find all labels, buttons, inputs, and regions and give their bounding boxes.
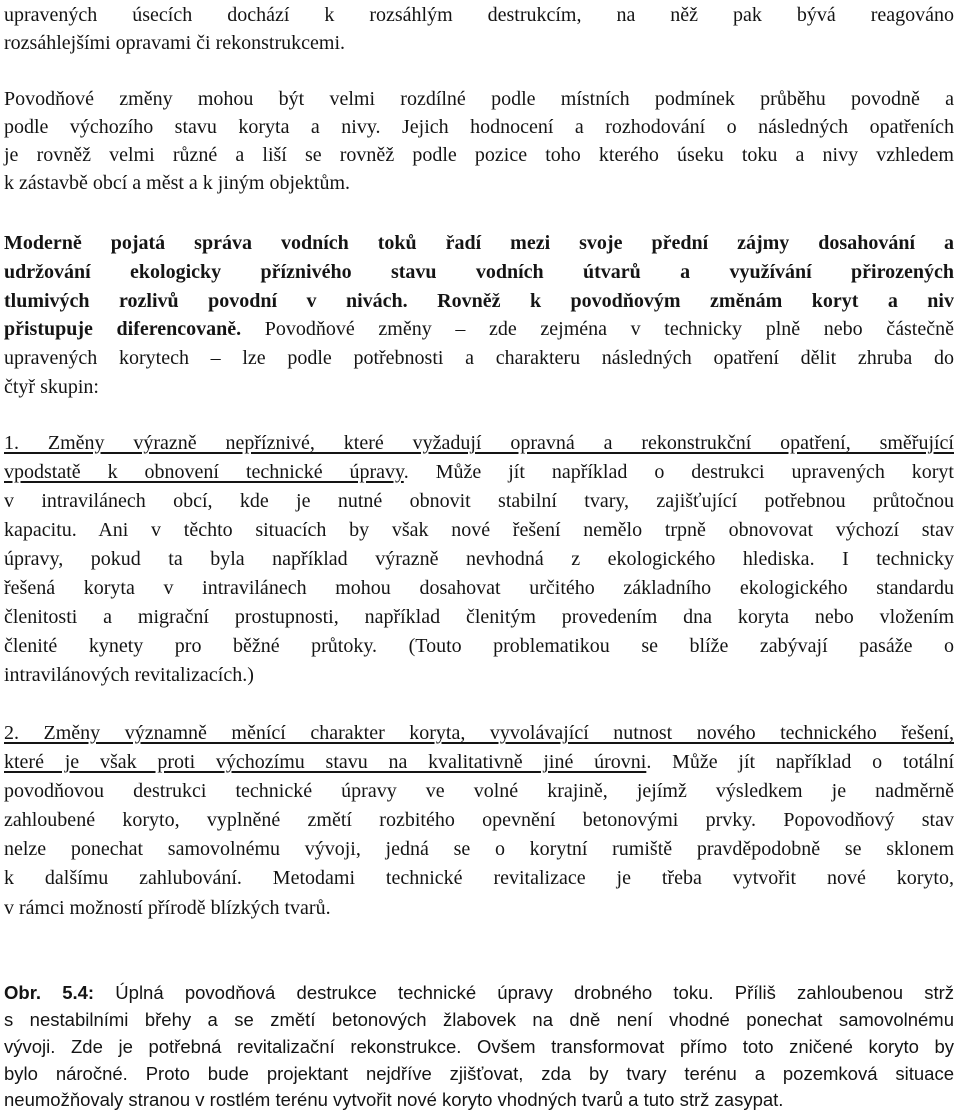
text-line: k dalšímu zahlubování. Metodami technické revitalizace je třeba vytvořit nové koryto,	[4, 867, 954, 889]
caption-line: neumožňovaly stranou v rostlém terénu vytvořit nové koryto vhodných tvarů a tuto strž zasypat.	[4, 1089, 784, 1110]
text-line: Moderně pojatá správa vodních toků řadí mezi svoje přední zájmy dosahování a	[4, 232, 954, 254]
figure-label: Obr. 5.4:	[4, 982, 95, 1003]
text-line: Povodňové změny mohou být velmi rozdílné podle místních podmínek průběhu povodně a	[4, 88, 954, 110]
text-line: v intravilánech obcí, kde je nutné obnovit stabilní tvary, zajišťující potřebnou průtočnou	[4, 490, 954, 512]
text-run: Úplná povodňová destrukce technické úpravy drobného toku. Příliš zahloubenou strž	[94, 982, 954, 1003]
text-line	[4, 314, 954, 344]
text-line: nelze ponechat samovolnému vývoji, jedná se o korytní rumiště pravděpodobně se sklonem	[4, 838, 954, 860]
caption-line: bylo náročné. Proto bude projektant nejdříve zjišťovat, zda by tvary terénu a pozemková situace	[4, 1063, 954, 1084]
group-1-heading-line: 1. Změny výrazně nepříznivé, které vyžadují opravná a rekonstrukční opatření, směřující	[4, 432, 954, 454]
text-run: . Může jít například o destrukci upravených koryt	[403, 461, 954, 483]
text-line: podle výchozího stavu koryta a nivy. Jejich hodnocení a rozhodování o následných opatřeních	[4, 116, 954, 138]
text-line: kapacitu. Ani v těchto situacích by však nové řešení nemělo trpně obnovovat výchozí stav	[4, 519, 954, 541]
text-line: upravených úsecích dochází k rozsáhlým destrukcím, na něž pak bývá reagováno	[4, 4, 954, 26]
text-line: úpravy, pokud ta byla například výrazně nevhodná z ekologického hlediska. I technicky	[4, 548, 954, 570]
bold-phrase: přistupuje diferencovaně.	[4, 318, 242, 340]
text-line: čtyř skupin:	[4, 376, 99, 398]
text-line: intravilánových revitalizacích.)	[4, 664, 254, 686]
text-line: udržování ekologicky příznivého stavu vodních útvarů a využívání přirozených	[4, 261, 954, 283]
text-run: Povodňové změny – zde zejména v technicky plně nebo částečně	[241, 318, 954, 340]
text-line: k zástavbě obcí a měst a k jiným objektům.	[4, 172, 351, 194]
text-run: . Může jít například o totální	[646, 751, 954, 773]
text-line	[4, 747, 954, 777]
text-line: členité kynety pro běžné průtoky. (Touto problematikou se blíže zabývají pasáže o	[4, 635, 954, 657]
caption-line: s nestabilními břehy a se změtí betonových žlabovek na dně není vhodné ponechat samovolnému	[4, 1009, 954, 1030]
text-line: členitosti a migrační prostupnosti, například členitým provedením dna koryta nebo vložením	[4, 606, 954, 628]
text-line: tlumivých rozlivů povodní v nivách. Rovněž k povodňovým změnám koryt a niv	[4, 290, 954, 312]
caption-line: vývoji. Zde je potřebná revitalizační rekonstrukce. Ovšem transformovat přímo toto zničené koryto by	[4, 1036, 954, 1057]
caption-line	[4, 978, 954, 1007]
text-line: upravených korytech – lze podle potřebnosti a charakteru následných opatření dělit zhruba do	[4, 347, 954, 369]
underlined-phrase: které je však proti výchozímu stavu na kvalitativně jiné úrovni	[4, 751, 647, 773]
group-2-heading-line: 2. Změny významně měnící charakter koryta, vyvolávající nutnost nového technického řešení,	[4, 722, 954, 744]
text-line: je rovněž velmi různé a liší se rovněž podle pozice toho kterého úseku toku a nivy vzhledem	[4, 144, 954, 166]
text-line	[4, 457, 954, 487]
text-line: v rámci možností přírodě blízkých tvarů.	[4, 897, 331, 919]
text-line: řešená koryta v intravilánech mohou dosahovat určitého základního ekologického standardu	[4, 577, 954, 599]
text-line: rozsáhlejšími opravami či rekonstrukcemi.	[4, 32, 346, 54]
text-line: povodňovou destrukci technické úpravy ve volné krajině, jejímž výsledkem je nadměrně	[4, 780, 954, 802]
underlined-phrase: vpodstatě k obnovení technické úpravy	[4, 461, 404, 483]
text-line: zahloubené koryto, vyplněné změtí rozbitého opevnění betonovými prvky. Popovodňový stav	[4, 809, 954, 831]
